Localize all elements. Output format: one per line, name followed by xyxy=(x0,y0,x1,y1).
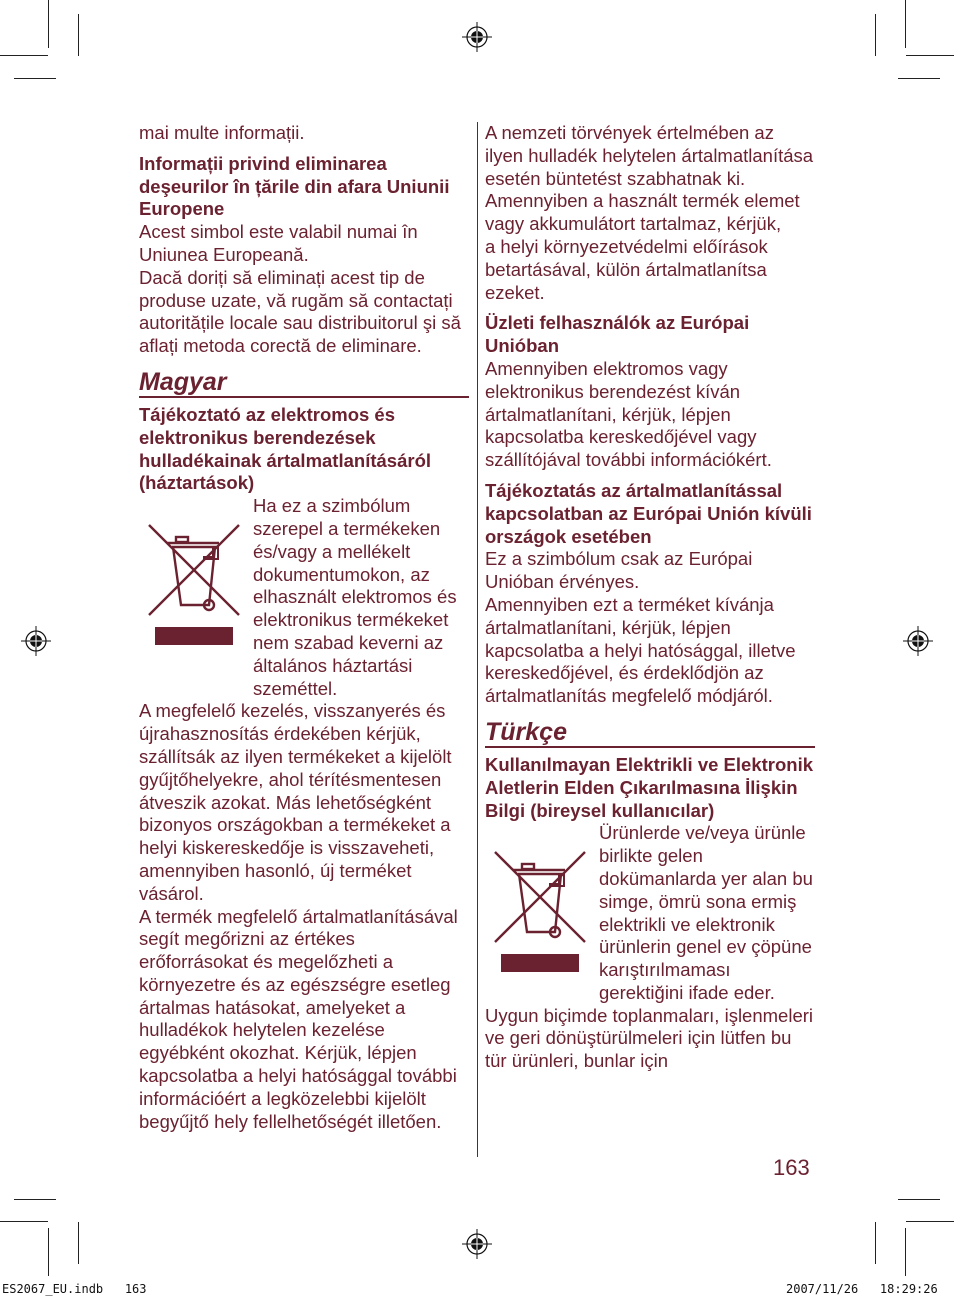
registration-mark-icon xyxy=(462,22,492,52)
crop-mark xyxy=(875,1222,876,1264)
hu-symbol-figure xyxy=(139,495,249,645)
page-number: 163 xyxy=(773,1155,810,1180)
ro-section-title: Informații privind eliminarea deşeurilor în țările din afara Uniunii Europene xyxy=(139,152,450,220)
crop-mark xyxy=(906,55,954,56)
non-eu-section-body: Ez a szimbólum csak az Európai Unióban érvényes. Amennyiben ezt a terméket kívánja ártalmatlanítani, kérjük, lépjen kapcsolatba a helyi hatósággal, illetve kereskedőjével, és érdeklődjön az ártalmatlanítás megfelelő módjáról. xyxy=(485,548,796,707)
crop-mark xyxy=(14,78,56,79)
crop-mark xyxy=(14,1199,56,1200)
column-divider xyxy=(477,122,478,1157)
biz-section-body: Amennyiben elektromos vagy elektronikus berendezést kíván ártalmatlanítani, kérjük, lépjen kapcsolatba kereskedőjével vagy szállítójával további információkért. xyxy=(485,357,772,471)
registration-mark-icon xyxy=(903,626,933,656)
registration-mark-icon xyxy=(21,626,51,656)
registration-mark-icon xyxy=(462,1229,492,1259)
right-column xyxy=(485,122,815,1073)
footer-file-info: ES2067_EU.indb 163 xyxy=(2,1282,147,1296)
crossed-out-wheelie-bin-icon xyxy=(493,850,587,944)
crop-mark xyxy=(78,14,79,56)
bin-underline-bar xyxy=(501,954,579,972)
biz-section-title: Üzleti felhasználók az Európai Unióban xyxy=(485,312,750,357)
crop-mark xyxy=(78,1222,79,1264)
crop-mark xyxy=(905,0,906,48)
section-heading-magyar: Magyar xyxy=(139,368,469,398)
intro-text: mai multe informații. xyxy=(139,122,305,143)
bin-underline-bar xyxy=(155,627,233,645)
tr-section-title: Kullanılmayan Elektrikli ve Elektronik Aletlerin Elden Çıkarılmasına İlişkin Bilgi (bireysel kullanıcılar) xyxy=(485,753,813,821)
hu-section-title: Tájékoztató az elektromos és elektronikus berendezések hulladékainak ártalmatlanításáról (háztartások) xyxy=(139,403,432,494)
crossed-out-wheelie-bin-icon xyxy=(147,523,241,617)
crop-mark xyxy=(48,0,49,48)
crop-mark xyxy=(905,1228,906,1276)
crop-mark xyxy=(875,14,876,56)
hu-symbol-block xyxy=(139,495,469,700)
crop-mark xyxy=(0,55,48,56)
hu-figure-text: Ha ez a szimbólum szerepel a termékeken és/vagy a mellékelt dokumentumokon, az elhasznált elektromos és elektronikus termékeket nem szabad keverni az általános háztartási szeméttel. xyxy=(253,495,457,699)
ro-section-body: Acest simbol este valabil numai în Uniunea Europeană. Dacă doriți să eliminați acest tip de produse uzate, vă rugăm să contactați autoritățile locale sau distribuitorul şi să aflați metoda corectă de eliminare. xyxy=(139,221,461,357)
tr-figure-text: Ürünlerde ve/veya ürünle birlikte gelen dokümanlarda yer alan bu simge, ömrü sona ermiş elektrikli ve elektronik ürünlerin genel ev çöpüne karıştırılmaması gerektiğini ifade eder. xyxy=(599,822,813,1003)
crop-mark xyxy=(906,1221,954,1222)
crop-mark xyxy=(0,1221,48,1222)
non-eu-section-title: Tájékoztatás az ártalmatlanítással kapcsolatban az Európai Unión kívüli országok esetében xyxy=(485,479,812,547)
tr-symbol-block xyxy=(485,822,815,1004)
crop-mark xyxy=(898,78,940,79)
footer-timestamp: 2007/11/26 18:29:26 xyxy=(786,1282,938,1296)
section-heading-turkce: Türkçe xyxy=(485,718,815,748)
crop-mark xyxy=(898,1199,940,1200)
tr-body-text: Uygun biçimde toplanmaları, işlenmeleri ve geri dönüştürülmeleri için lütfen bu tür ürünleri, bunlar için xyxy=(485,1004,814,1072)
right-intro-text: A nemzeti törvények értelmében az ilyen hulladék helytelen ártalmatlanítása esetén büntetést szabhatnak ki. Amennyiben a használt termék elemet vagy akkumulátort tartalmaz, kérjük, a helyi környezetvédelmi előírások betartásával, külön ártalmatlanítsa ezeket. xyxy=(485,122,814,303)
crop-mark xyxy=(48,1228,49,1276)
tr-symbol-figure xyxy=(485,822,595,972)
hu-body-text: A megfelelő kezelés, visszanyerés és újrahasznosítás érdekében kérjük, szállítsák az ilyen termékeket a kijelölt gyűjtőhelyekre, ahol térítésmentesen átveszik azokat. Más lehetőségként bizonyos országokban a termékeket a helyi kiskereskedője is visszaveheti, amennyiben hasonló, új terméket vásárol. A termék megfelelő ártalmatlanításával segít megőrizni az értékes erőforrásokat és megelőzheti a környezetre és az egészségre esetleg ártalmas hatásokat, amelyeket a hulladékok helytelen kezelése egyébként okozhat. Kérjük, lépjen kapcsolatba a helyi hatósággal további információért a legközelebbi kijelölt begyűjtő hely fellelhetőségét illetően. xyxy=(139,700,458,1132)
left-column xyxy=(139,122,469,1133)
